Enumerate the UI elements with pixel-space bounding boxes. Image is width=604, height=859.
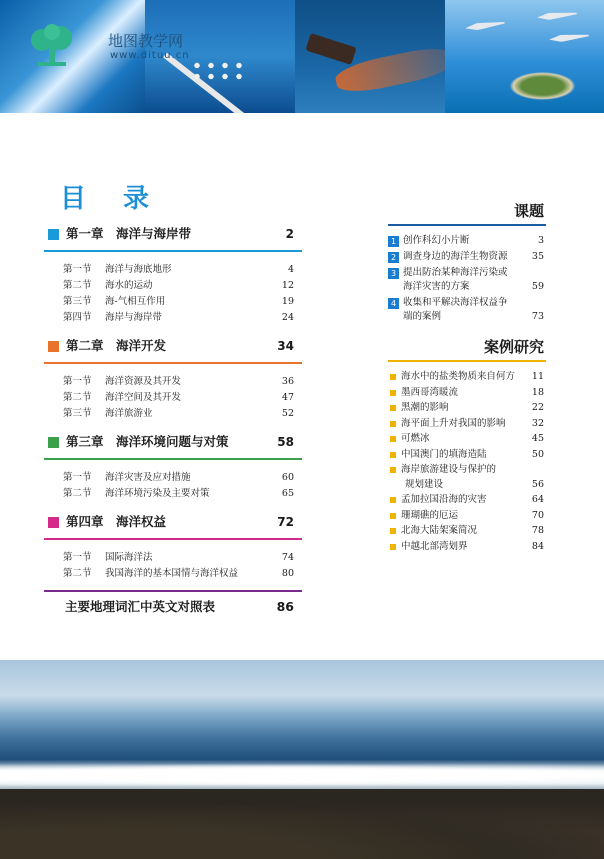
section-title: 海洋环境污染及主要对策	[105, 488, 210, 499]
case-item[interactable]	[388, 417, 546, 432]
section-item[interactable]	[44, 278, 302, 294]
chapter-2-heading[interactable]	[44, 334, 302, 358]
case-marker	[390, 421, 396, 427]
section-number: 第二节	[63, 280, 92, 291]
section-page: 80	[281, 568, 294, 579]
section-number: 第二节	[63, 392, 92, 403]
chapter-4-label: 第四章 海洋权益	[66, 514, 167, 529]
section-title: 海洋旅游业	[105, 408, 153, 419]
section-title: 海洋灾害及应对措施	[105, 472, 191, 483]
section-number: 第三节	[63, 408, 92, 419]
section-number: 第二节	[63, 488, 92, 499]
section-item[interactable]	[44, 374, 302, 390]
case-marker	[390, 374, 396, 380]
topic-item[interactable]	[388, 266, 546, 294]
section-page: 12	[281, 280, 294, 291]
section-item[interactable]	[44, 262, 302, 278]
topic-number: 1	[388, 236, 399, 247]
section-page: 65	[281, 488, 294, 499]
chapter-3-heading[interactable]	[44, 430, 302, 454]
chapter-4-page: 72	[277, 515, 294, 529]
jet-icon	[465, 19, 506, 31]
page-title: 目 录	[60, 184, 164, 214]
case-item[interactable]	[388, 493, 546, 508]
section-number: 第一节	[63, 264, 92, 275]
case-item[interactable]	[388, 463, 546, 492]
case-page: 18	[531, 386, 544, 398]
case-marker	[390, 513, 396, 519]
topic-item[interactable]	[388, 296, 546, 324]
case-item[interactable]	[388, 448, 546, 463]
case-page: 45	[531, 433, 544, 444]
case-marker	[390, 528, 396, 534]
topic-number: 3	[388, 268, 399, 279]
chapter-1-marker	[48, 229, 59, 240]
chapter-1-page: 2	[285, 227, 294, 241]
topic-title-line-1: 收集和平解决海洋权益争	[403, 297, 508, 308]
topic-page: 59	[531, 281, 544, 292]
jet-icon	[549, 32, 590, 43]
tree-logo-icon	[26, 24, 78, 68]
case-title: 珊瑚礁的厄运	[401, 509, 459, 521]
section-item[interactable]	[44, 390, 302, 406]
section-number: 第一节	[63, 376, 92, 387]
section-item[interactable]	[44, 550, 302, 566]
case-marker	[390, 390, 396, 396]
chapter-2-rule	[44, 362, 302, 364]
section-item[interactable]	[44, 310, 302, 326]
case-page: 64	[531, 494, 544, 505]
chapter-1-heading[interactable]	[44, 222, 302, 246]
chapter-3-page: 58	[277, 435, 294, 449]
chapter-2-page: 34	[277, 339, 294, 353]
case-title: 墨西哥湾暖流	[401, 386, 459, 398]
section-number: 第一节	[63, 472, 92, 483]
case-title: 黑潮的影响	[401, 402, 449, 413]
case-title-line-1: 海岸旅游建设与保护的	[401, 464, 497, 475]
logo-url: www.dituu.cn	[110, 50, 190, 61]
case-item[interactable]	[388, 509, 546, 524]
jet-icon	[537, 10, 578, 21]
case-item[interactable]	[388, 432, 546, 447]
case-marker	[390, 544, 396, 550]
section-number: 第三节	[63, 296, 92, 307]
case-page: 84	[531, 540, 544, 552]
case-item[interactable]	[388, 386, 546, 401]
chapter-1-label: 第一章 海洋与海岸带	[66, 226, 192, 241]
case-page: 56	[531, 478, 544, 490]
top-photo-banner	[0, 0, 604, 113]
chapter-3-label: 第三章 海洋环境问题与对策	[66, 434, 229, 449]
section-title: 海岸与海岸带	[105, 312, 163, 323]
topics-heading: 课题	[513, 202, 544, 220]
case-title-line-2: 规划建设	[405, 478, 444, 490]
section-page: 60	[281, 472, 294, 483]
section-item[interactable]	[44, 294, 302, 310]
case-marker	[390, 467, 396, 473]
section-title: 海-气相互作用	[105, 296, 166, 307]
section-page: 47	[281, 392, 294, 403]
appendix-entry[interactable]	[44, 594, 302, 620]
section-number: 第二节	[63, 568, 92, 579]
case-item[interactable]	[388, 370, 546, 385]
chapter-2-label: 第二章 海洋开发	[66, 338, 167, 353]
chapter-1-rule	[44, 250, 302, 252]
section-item[interactable]	[44, 406, 302, 422]
case-title: 可燃冰	[401, 433, 430, 444]
topic-page: 73	[531, 311, 544, 322]
section-title: 海水的运动	[105, 280, 153, 291]
chapter-3-marker	[48, 437, 59, 448]
case-item[interactable]	[388, 401, 546, 416]
case-marker	[390, 497, 396, 503]
island-jets-photo	[445, 0, 604, 113]
case-title: 中国澳门的填海造陆	[401, 448, 487, 460]
section-page: 74	[281, 552, 294, 563]
case-item[interactable]	[388, 540, 546, 555]
appendix-rule	[44, 590, 302, 592]
section-item[interactable]	[44, 470, 302, 486]
topic-title: 调查身边的海洋生物资源	[403, 251, 508, 262]
chapter-4-rule	[44, 538, 302, 540]
section-page: 19	[281, 296, 294, 307]
section-page: 36	[281, 376, 294, 387]
topic-title-line-2: 端的案例	[403, 311, 442, 322]
case-page: 32	[531, 417, 544, 429]
section-page: 52	[281, 408, 294, 419]
section-number: 第四节	[63, 312, 92, 323]
section-page: 24	[281, 312, 294, 323]
topic-number: 4	[388, 298, 399, 309]
oil-spill-photo	[295, 0, 445, 113]
topics-rule	[388, 224, 546, 226]
case-page: 22	[531, 402, 544, 413]
cases-rule	[388, 360, 546, 362]
section-item[interactable]	[44, 486, 302, 502]
chapter-list	[44, 222, 302, 620]
case-page: 11	[531, 371, 544, 382]
topic-page: 3	[537, 235, 544, 246]
case-marker	[390, 452, 396, 458]
topic-title-line-2: 海洋灾害的方案	[403, 281, 470, 292]
section-title: 我国海洋的基本国情与海洋权益	[105, 568, 239, 579]
section-number: 第一节	[63, 552, 92, 563]
cases-heading: 案例研究	[483, 338, 544, 356]
case-title: 孟加拉国沿海的灾害	[401, 494, 487, 505]
topic-title-line-1: 提出防治某种海洋污染或	[403, 267, 508, 278]
case-marker	[390, 405, 396, 411]
section-item[interactable]	[44, 566, 302, 582]
chapter-4-heading[interactable]	[44, 510, 302, 534]
case-title: 海水中的盐类物质来自何方	[401, 371, 516, 382]
section-title: 海洋与海底地形	[105, 264, 172, 275]
section-page: 4	[287, 264, 294, 275]
section-title: 国际海洋法	[105, 552, 153, 563]
topic-item[interactable]	[388, 250, 546, 264]
topic-item[interactable]	[388, 234, 546, 248]
chapter-3-rule	[44, 458, 302, 460]
topic-number: 2	[388, 252, 399, 263]
case-page: 50	[531, 448, 544, 460]
section-title: 海洋空间及其开发	[105, 392, 182, 403]
appendix-page: 86	[276, 599, 294, 614]
logo-text: 地图教学网	[108, 32, 184, 50]
case-title: 中越北部湾划界	[401, 540, 468, 552]
coastline-photo	[0, 660, 604, 859]
case-marker	[390, 436, 396, 442]
section-title: 海洋资源及其开发	[105, 376, 182, 387]
case-title: 海平面上升对我国的影响	[401, 417, 506, 429]
topic-title: 创作科幻小片断	[403, 235, 470, 246]
case-page: 70	[531, 509, 544, 521]
chapter-4-marker	[48, 517, 59, 528]
appendix-label: 主要地理词汇中英文对照表	[65, 599, 216, 614]
chapter-2-marker	[48, 341, 59, 352]
topic-page: 35	[531, 251, 544, 262]
case-item[interactable]	[388, 524, 546, 539]
sidebar-lists	[388, 200, 546, 555]
case-title: 北海大陆架案简况	[401, 525, 478, 536]
case-page: 78	[531, 525, 544, 536]
